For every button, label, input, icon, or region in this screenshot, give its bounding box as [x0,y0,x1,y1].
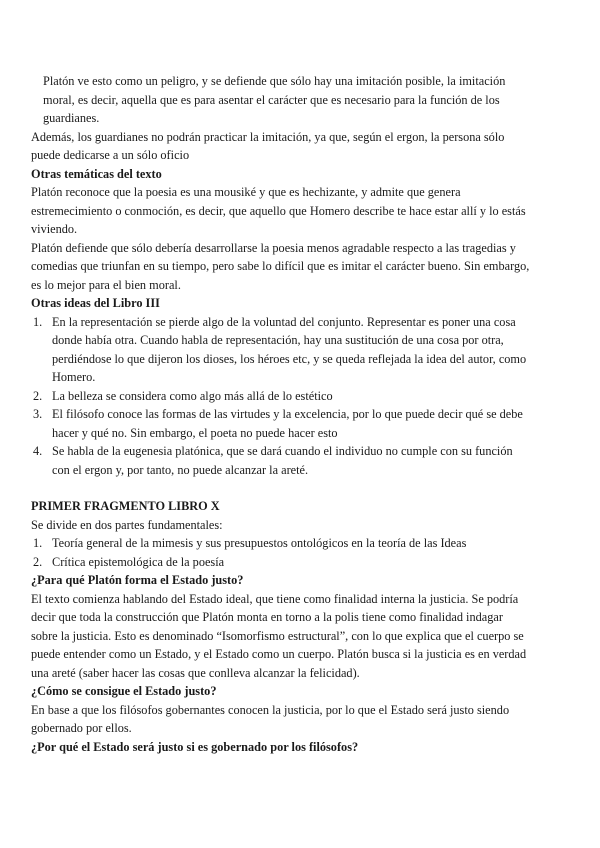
numbered-list-otras-ideas [31,313,530,480]
intro-paragraph: Platón ve esto como un peligro, y se defiende que sólo hay una imitación posible, la imitación moral, es decir, aquella que es para asentar el carácter que es necesario para la función de los guardianes. [43,74,506,125]
paragraph: Se divide en dos partes fundamentales: [31,517,223,532]
question-heading-como-se-consigue: ¿Cómo se consigue el Estado justo? [31,684,217,698]
paragraph: Platón defiende que sólo debería desarrollarse la poesia menos agradable respecto a las tragedias y comedias que triunfan en su tiempo, pero sabe lo difícil que es imitar el carácter bueno. Sin embargo, es lo mejor para el bien moral. [31,240,530,292]
list-number: 1. [33,536,43,550]
numbered-list-partes [31,534,530,571]
list-number: 4. [33,444,43,458]
paragraph: En base a que los filósofos gobernantes conocen la justicia, por lo que el Estado será justo siendo gobernado por ellos. [31,702,510,735]
list-text: La belleza se considera como algo más allá de lo estético [52,388,333,403]
question-heading-por-que: ¿Por qué el Estado será justo si es gobernado por los filósofos? [31,739,359,754]
section-title-primer-fragmento: PRIMER FRAGMENTO LIBRO X [31,499,220,513]
paragraph: Platón reconoce que la poesia es una mousiké y que es hechizante, y admite que genera estremecimiento o conmoción, es decir, que aquello que Homero describe te hace estar allí y lo estás viviendo. [31,185,526,236]
list-text: El filósofo conoce las formas de las virtudes y la excelencia, por lo que puede decir qué se debe hacer y qué no. Sin embargo, el poeta no puede hacer esto [52,407,523,440]
list-text: Teoría general de la mimesis y sus presupuestos ontológicos en la teoría de las Ideas [52,536,467,550]
section-heading-otras-tematicas: Otras temáticas del texto [31,166,162,181]
list-item [31,405,530,442]
list-text: Se habla de la eugenesia platónica, que se dará cuando el individuo no cumple con su función con el ergon y, por tanto, no puede alcanzar la areté. [52,444,513,477]
list-number: 2. [33,388,43,403]
paragraph: El texto comienza hablando del Estado ideal, que tiene como finalidad interna la justicia. Se podría decir que toda la construcción que Platón monta en torno a la polis tiene como finalidad indagar sobre la justicia. Esto es denominado “Isomorfismo estructural”, con lo que explica que el cuerpo se puede entender como un Estado, y el Estado como un cuerpo. Platón busca si la justicia es en verdad una areté (saber hacer las cosas que conlleva alcanzar la felicidad). [31,591,527,680]
list-text: En la representación se pierde algo de la voluntad del conjunto. Representar es poner una cosa donde había otra. Cuando habla de representación, hay una sustitución de una cosa por otra, perdiéndose lo que dijeron los dioses, los héroes etc, y se queda reflejada la idea del autor, como Homero. [52,314,527,384]
question-heading-estado-justo: ¿Para qué Platón forma el Estado justo? [31,573,244,587]
list-item [31,442,530,479]
list-item [31,313,530,387]
guardians-paragraph: Además, los guardianes no podrán practicar la imitación, ya que, según el ergon, la persona sólo puede dedicarse a un sólo oficio [31,129,505,162]
list-number: 1. [33,314,43,329]
list-number: 3. [33,407,43,421]
list-item [31,553,530,572]
list-item [31,534,530,553]
list-item [31,387,530,406]
list-number: 2. [33,554,43,569]
list-text: Crítica epistemológica de la poesía [52,554,225,569]
section-heading-otras-ideas: Otras ideas del Libro III [31,296,160,310]
